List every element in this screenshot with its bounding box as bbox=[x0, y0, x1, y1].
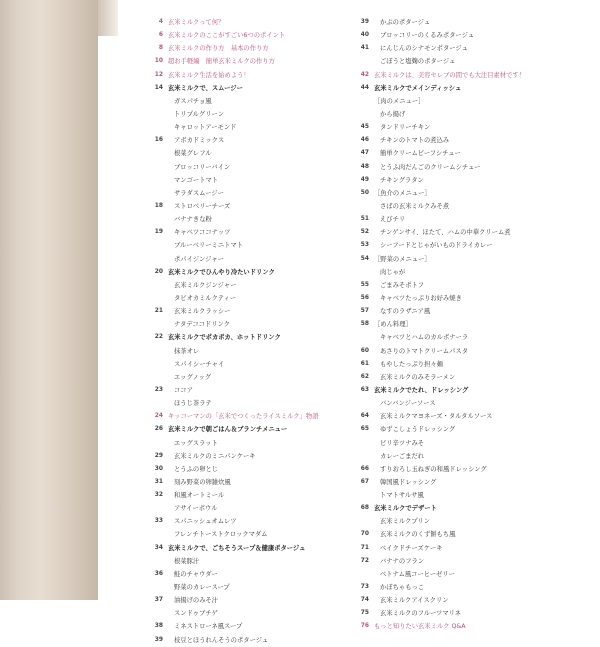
toc-entry bbox=[150, 423, 330, 436]
toc-entry-title: ナタデココドリンク bbox=[174, 321, 230, 329]
toc-entry-title: ゆずこしょうドレッシング bbox=[380, 426, 456, 434]
toc-page-number: 64 bbox=[360, 413, 369, 420]
toc-entry-title: チキンのトマトの煮込み bbox=[380, 137, 450, 145]
toc-entry bbox=[150, 239, 330, 252]
toc-entry-title: トマトサルサ風 bbox=[380, 492, 424, 500]
toc-entry-title: ［魚介のメニュー］ bbox=[374, 189, 431, 197]
toc-entry-title: アボカドミックス bbox=[174, 137, 225, 145]
toc-entry-title: トリプルグリーン bbox=[174, 110, 224, 118]
toc-entry bbox=[356, 542, 566, 555]
toc-entry-title: キャベツたっぷりお好み焼き bbox=[380, 294, 462, 302]
toc-entry bbox=[356, 358, 566, 371]
toc-entry-title: ミネストローネ風スープ bbox=[174, 623, 243, 631]
toc-entry-title: ほうじ茶ラテ bbox=[174, 400, 212, 408]
toc-entry bbox=[356, 437, 566, 450]
toc-page-number: 23 bbox=[154, 386, 163, 393]
toc-page-number: 71 bbox=[360, 544, 369, 551]
toc-entry bbox=[150, 476, 330, 489]
toc-page-number: 41 bbox=[360, 45, 369, 52]
toc-entry bbox=[356, 226, 566, 239]
toc-entry bbox=[150, 305, 330, 318]
toc-entry bbox=[150, 266, 330, 279]
toc-page-number: 58 bbox=[360, 321, 369, 328]
toc-entry-title: ストロベリーチーズ bbox=[174, 202, 231, 210]
toc-entry bbox=[356, 345, 566, 358]
toc-entry bbox=[356, 318, 566, 331]
toc-entry-title: 玄米ミルクでメインディッシュ bbox=[374, 84, 462, 92]
toc-entry bbox=[356, 568, 566, 581]
page-edge-shadow bbox=[98, 0, 118, 36]
toc-entry-title: 玄米ミルクで、スムージー bbox=[168, 84, 243, 92]
toc-page-number: 19 bbox=[154, 229, 163, 236]
toc-entry-title: ［肉のメニュー］ bbox=[374, 97, 425, 105]
toc-entry-title: すりおろし玉ねぎの和風ドレッシング bbox=[380, 465, 487, 473]
toc-entry-title: かぶのポタージュ bbox=[380, 19, 431, 26]
toc-page-number: 67 bbox=[360, 478, 369, 485]
toc-entry-title: 玄米ミルクマヨネーズ・タルタルソース bbox=[380, 413, 493, 421]
toc-page-number: 18 bbox=[154, 202, 163, 209]
toc-entry-title: 玄米ミルクのくず餅もち風 bbox=[380, 531, 456, 539]
toc-page-number: 65 bbox=[360, 426, 369, 433]
toc-entry bbox=[150, 397, 330, 410]
toc-entry bbox=[150, 161, 330, 174]
toc-page-number: 33 bbox=[154, 518, 163, 525]
toc-entry bbox=[356, 16, 566, 29]
toc-entry-title: 玄米ミルクでたれ、ドレッシング bbox=[374, 386, 469, 394]
toc-entry bbox=[150, 620, 330, 633]
toc-entry-title: スンドゥブチゲ bbox=[174, 610, 218, 618]
toc-entry bbox=[356, 174, 566, 187]
toc-entry bbox=[150, 55, 330, 68]
toc-entry-title: なすのラザニア風 bbox=[380, 308, 431, 316]
toc-entry bbox=[150, 29, 330, 42]
toc-entry bbox=[356, 134, 566, 147]
toc-entry-title: ココア bbox=[174, 386, 193, 394]
toc-page-number: 32 bbox=[154, 492, 163, 499]
toc-page-number: 66 bbox=[360, 465, 369, 472]
toc-entry bbox=[150, 69, 330, 82]
toc-entry-title: 野菜のカレースープ bbox=[174, 584, 230, 592]
toc-entry bbox=[150, 437, 330, 450]
toc-page-number: 72 bbox=[360, 557, 369, 564]
toc-entry bbox=[356, 489, 566, 502]
toc-page-number: 31 bbox=[154, 478, 163, 485]
toc-entry bbox=[150, 226, 330, 239]
toc-entry-title: 超お手軽編 簡単玄米ミルクの作り方 bbox=[168, 58, 275, 66]
toc-entry-title: タンドリーチキン bbox=[380, 124, 431, 132]
toc-entry-title: ごまみそポトフ bbox=[380, 281, 424, 289]
toc-entry-title: ベイクドチーズケーキ bbox=[380, 544, 443, 552]
toc-entry-title: 玄米ミルクって何？ bbox=[168, 19, 225, 26]
toc-entry-title: スパニッシュオムレツ bbox=[174, 518, 237, 526]
toc-entry bbox=[150, 174, 330, 187]
toc-entry-title: 玄米ミルクプリン bbox=[380, 518, 430, 526]
toc-entry bbox=[150, 213, 330, 226]
toc-page-number: 56 bbox=[360, 294, 369, 301]
toc-page-number: 68 bbox=[360, 505, 369, 512]
toc-entry bbox=[356, 161, 566, 174]
toc-entry-title: 玄米ミルクのここがすごい6つのポイント bbox=[168, 32, 286, 40]
toc-entry bbox=[150, 331, 330, 344]
toc-entry-title: 玄米ミルクで朝ごはん＆ブランチメニュー bbox=[168, 426, 288, 434]
toc-entry-title: マンゴートマト bbox=[174, 176, 219, 184]
toc-entry-title: キャロットアーモンド bbox=[174, 124, 237, 132]
toc-entry bbox=[150, 581, 330, 594]
toc-page-number: 76 bbox=[360, 623, 369, 630]
toc-entry-title: バナナのフラン bbox=[380, 557, 425, 565]
toc-entry-title: ブロッコリーバイン bbox=[174, 163, 231, 171]
toc-right-column bbox=[356, 16, 566, 634]
toc-entry bbox=[356, 410, 566, 423]
toc-entry-title: ベトナム風コーヒーゼリー bbox=[380, 570, 455, 578]
toc-entry bbox=[150, 292, 330, 305]
toc-page-number: 12 bbox=[154, 71, 163, 78]
toc-left-column bbox=[150, 16, 330, 647]
toc-entry bbox=[150, 489, 330, 502]
toc-entry-title: 刻み野菜の卵雑炊風 bbox=[174, 478, 231, 486]
toc-page-number: 14 bbox=[154, 84, 163, 91]
toc-entry bbox=[150, 121, 330, 134]
toc-page-number: 74 bbox=[360, 597, 369, 604]
toc-entry-title: 抹茶オレ bbox=[174, 347, 200, 355]
toc-page-number: 46 bbox=[360, 137, 369, 144]
toc-page-number: 20 bbox=[154, 268, 163, 275]
toc-entry-title: カレーごまだれ bbox=[380, 452, 425, 460]
toc-entry bbox=[356, 384, 566, 397]
toc-entry-title: 油揚げのみそ汁 bbox=[174, 597, 219, 605]
toc-page-number: 62 bbox=[360, 373, 369, 380]
toc-entry bbox=[150, 634, 330, 647]
toc-page-number: 42 bbox=[360, 71, 369, 78]
toc-page-number: 34 bbox=[154, 544, 163, 551]
toc-entry-title: ［野菜のメニュー］ bbox=[374, 255, 431, 263]
toc-entry bbox=[356, 463, 566, 476]
toc-entry bbox=[356, 331, 566, 344]
toc-entry-title: もやしたっぷり担々麺 bbox=[380, 360, 443, 368]
book-spine bbox=[0, 0, 98, 600]
toc-entry bbox=[356, 476, 566, 489]
toc-entry bbox=[356, 305, 566, 318]
toc-entry bbox=[356, 42, 566, 55]
toc-entry-title: 根菜豚汁 bbox=[174, 557, 200, 565]
toc-entry bbox=[356, 200, 566, 213]
toc-entry bbox=[150, 253, 330, 266]
toc-entry-title: 玄米ミルクジンジャー bbox=[174, 281, 237, 289]
toc-entry bbox=[356, 555, 566, 568]
toc-entry bbox=[150, 147, 330, 160]
toc-entry-title: 玄米ミルクの作り方 基本の作り方 bbox=[168, 45, 269, 53]
toc-page-number: 6 bbox=[158, 32, 163, 39]
toc-entry-title: 鮭のチャウダー bbox=[174, 570, 218, 578]
toc-entry bbox=[356, 108, 566, 121]
toc-entry-title: キッコーマンの「玄米でつくったライスミルク」物語 bbox=[168, 413, 319, 421]
toc-entry-title: キャベツココナッツ bbox=[174, 229, 231, 237]
toc-entry-title: 玄米ミルクのみそラーメン bbox=[380, 373, 456, 381]
toc-entry-title: チキングラタン bbox=[380, 176, 424, 184]
toc-entry bbox=[150, 358, 330, 371]
toc-page-number: 21 bbox=[154, 308, 163, 315]
toc-entry-title: ［めん料理］ bbox=[374, 321, 412, 329]
toc-entry-title: キャベツとハムのカルボナーラ bbox=[380, 334, 469, 342]
toc-entry-title: 玄米ミルクのミニパンケーキ bbox=[174, 452, 256, 460]
toc-entry-title: 玄米ミルクでデザート bbox=[374, 505, 437, 513]
toc-entry bbox=[150, 502, 330, 515]
toc-page-number: 38 bbox=[154, 623, 163, 630]
toc-entry bbox=[356, 266, 566, 279]
toc-entry bbox=[150, 108, 330, 121]
toc-page-number: 40 bbox=[360, 32, 369, 39]
toc-entry bbox=[150, 371, 330, 384]
toc-page-number: 61 bbox=[360, 360, 369, 367]
toc-page-number: 22 bbox=[154, 334, 163, 341]
toc-entry-title: 韓国風ドレッシング bbox=[380, 478, 437, 486]
toc-entry-title: ブルーベリーミニトマト bbox=[174, 242, 244, 250]
toc-entry bbox=[356, 213, 566, 226]
toc-entry-title: ごぼうと塩麹のポタージュ bbox=[380, 58, 456, 66]
toc-page-number: 54 bbox=[360, 255, 369, 262]
toc-entry bbox=[356, 371, 566, 384]
toc-page-number: 37 bbox=[154, 597, 163, 604]
toc-entry bbox=[356, 292, 566, 305]
toc-entry bbox=[150, 95, 330, 108]
toc-entry-title: エッグスラット bbox=[174, 439, 218, 447]
toc-entry bbox=[356, 69, 566, 82]
toc-entry-title: から揚げ bbox=[380, 110, 406, 118]
toc-entry bbox=[356, 239, 566, 252]
toc-entry-title: さばの玄米ミルクみそ煮 bbox=[380, 202, 450, 210]
toc-entry bbox=[356, 594, 566, 607]
toc-page-number: 29 bbox=[154, 452, 163, 459]
toc-page-number: 39 bbox=[154, 636, 163, 643]
toc-entry bbox=[150, 384, 330, 397]
toc-page-number: 53 bbox=[360, 242, 369, 249]
toc-entry-title: にんじんのシナモンポタージュ bbox=[380, 45, 468, 53]
toc-page-number: 36 bbox=[154, 570, 163, 577]
toc-entry bbox=[150, 200, 330, 213]
toc-page-number: 10 bbox=[154, 58, 163, 65]
toc-entry bbox=[150, 528, 330, 541]
toc-entry-title: 簡単クリームビーフシチュー bbox=[380, 150, 461, 158]
toc-entry bbox=[356, 95, 566, 108]
toc-page-number: 48 bbox=[360, 163, 369, 170]
toc-entry bbox=[150, 542, 330, 555]
toc-entry bbox=[356, 515, 566, 528]
toc-entry-title: とうふ肉だんごのクリームシチュー bbox=[380, 163, 481, 171]
toc-page-number: 8 bbox=[158, 45, 163, 52]
toc-entry-title: ピリ辛ツナみそ bbox=[380, 439, 425, 447]
toc-entry-title: 玄米ミルクで、ごちそうスープ＆健康ポタージュ bbox=[168, 544, 306, 552]
toc-entry-title: 玄米ミルクアイスクリン bbox=[380, 597, 449, 605]
toc-entry bbox=[356, 581, 566, 594]
toc-entry bbox=[150, 463, 330, 476]
toc-entry-title: 玄米ミルクは、美容セレブの間でも大注目素材です！ bbox=[374, 71, 525, 79]
toc-entry-title: 根菜グレフル bbox=[174, 150, 212, 158]
toc-page-number: 73 bbox=[360, 584, 369, 591]
toc-page-number: 4 bbox=[158, 19, 163, 25]
toc-entry bbox=[356, 397, 566, 410]
toc-entry bbox=[356, 187, 566, 200]
toc-entry bbox=[150, 450, 330, 463]
toc-page-number: 75 bbox=[360, 610, 369, 617]
toc-entry-title: シーフードとじゃがいものドライカレー bbox=[380, 242, 493, 250]
toc-entry bbox=[150, 279, 330, 292]
toc-entry bbox=[150, 82, 330, 95]
toc-entry-title: サラダスムージー bbox=[174, 189, 224, 197]
toc-entry-title: バンバンジーソース bbox=[380, 400, 436, 408]
toc-entry-title: あさりのトマトクリームパスタ bbox=[380, 347, 469, 355]
toc-page-number: 55 bbox=[360, 281, 369, 288]
toc-entry bbox=[356, 29, 566, 42]
toc-entry bbox=[356, 279, 566, 292]
toc-entry bbox=[356, 620, 566, 633]
toc-entry-title: 玄米ミルクでひんやり冷たいドリンク bbox=[168, 268, 275, 276]
toc-entry-title: 玄米ミルクラッシー bbox=[174, 308, 231, 316]
toc-page-number: 44 bbox=[360, 84, 369, 91]
toc-entry-title: ガスパチョ風 bbox=[174, 97, 212, 105]
toc-entry bbox=[356, 450, 566, 463]
toc-entry-title: えびチリ bbox=[380, 216, 406, 224]
toc-entry bbox=[356, 528, 566, 541]
toc-page-number: 51 bbox=[360, 216, 369, 223]
toc-entry bbox=[356, 147, 566, 160]
toc-page-number: 30 bbox=[154, 465, 163, 472]
toc-entry bbox=[150, 16, 330, 29]
toc-page-number: 45 bbox=[360, 124, 369, 131]
toc-entry bbox=[150, 410, 330, 423]
toc-entry-title: 肉じゃが bbox=[380, 268, 406, 276]
toc-entry bbox=[356, 121, 566, 134]
toc-entry-title: 玄米ミルクのフルーツマリネ bbox=[380, 610, 462, 618]
toc-entry bbox=[356, 502, 566, 515]
toc-entry-title: とうふの卵とじ bbox=[174, 465, 219, 473]
toc-entry-title: 玄米ミルクでポカポカ、ホットドリンク bbox=[168, 334, 281, 342]
toc-entry-title: スパイシーチャイ bbox=[174, 360, 225, 368]
toc-entry-title: タピオカミルクティー bbox=[174, 294, 237, 302]
toc-entry-title: フレンチトーストクロックマダム bbox=[174, 531, 268, 539]
toc-entry-title: ブロッコリーのくるみポタージュ bbox=[380, 32, 475, 40]
toc-page-number: 52 bbox=[360, 229, 369, 236]
toc-entry bbox=[150, 555, 330, 568]
toc-page-number: 63 bbox=[360, 386, 369, 393]
toc-page-number: 47 bbox=[360, 150, 369, 157]
toc-page-number: 49 bbox=[360, 176, 369, 183]
toc-page-number: 16 bbox=[154, 137, 163, 144]
toc-entry bbox=[356, 55, 566, 68]
toc-entry-title: バナナきな粉 bbox=[174, 216, 212, 224]
toc-page-number: 39 bbox=[360, 19, 369, 25]
toc-entry-title: ポパイジンジャー bbox=[174, 255, 224, 263]
toc-entry-title: エッグノッグ bbox=[174, 373, 212, 381]
toc-entry-title: もっと知りたい玄米ミルク Q&A bbox=[374, 623, 466, 631]
toc-entry bbox=[150, 345, 330, 358]
toc-entry-title: 枝豆とほうれんそうのポタージュ bbox=[174, 636, 269, 644]
toc-entry bbox=[150, 42, 330, 55]
toc-page-number: 57 bbox=[360, 308, 369, 315]
toc-entry bbox=[356, 253, 566, 266]
toc-entry bbox=[356, 423, 566, 436]
toc-page-number: 50 bbox=[360, 189, 369, 196]
toc-entry-title: アサイーボウル bbox=[174, 505, 218, 513]
toc-entry bbox=[356, 82, 566, 95]
toc-entry bbox=[150, 134, 330, 147]
toc-entry bbox=[150, 568, 330, 581]
toc-entry bbox=[150, 187, 330, 200]
toc-entry-title: 玄米ミルク生活を始めよう！ bbox=[168, 71, 250, 79]
toc-entry bbox=[150, 515, 330, 528]
toc-entry-title: 和風オートミール bbox=[174, 492, 225, 500]
toc-page-number: 70 bbox=[360, 531, 369, 538]
toc-page-number: 24 bbox=[154, 413, 163, 420]
toc-entry bbox=[150, 594, 330, 607]
toc-entry bbox=[150, 318, 330, 331]
toc-page-number: 26 bbox=[154, 426, 163, 433]
toc-entry-title: チンゲンサイ、ほたて、ハムの中華クリーム煮 bbox=[380, 229, 511, 237]
toc-entry-title: かぼちゃもっこ bbox=[380, 584, 425, 592]
toc-entry bbox=[356, 607, 566, 620]
toc-entry bbox=[150, 607, 330, 620]
toc-page-number: 60 bbox=[360, 347, 369, 354]
